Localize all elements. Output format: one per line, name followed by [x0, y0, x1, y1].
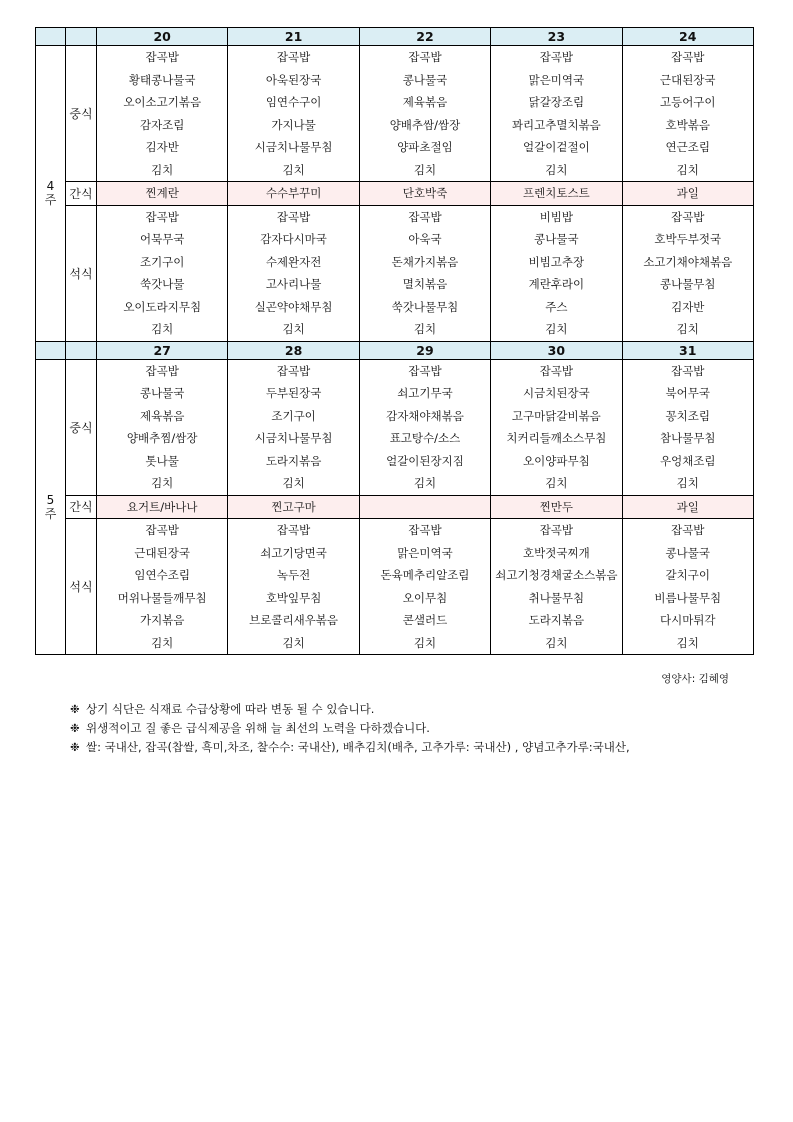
menu-item: 김치	[359, 472, 490, 495]
menu-item: 조기구이	[228, 405, 359, 428]
menu-item: 참나물무침	[622, 427, 753, 450]
menu-item: 잡곡밥	[228, 519, 359, 542]
menu-item: 김치	[622, 632, 753, 655]
menu-item: 비름나물무침	[622, 587, 753, 610]
header-blank	[66, 28, 97, 46]
day-header: 23	[491, 28, 622, 46]
snack-item: 프렌치토스트	[491, 182, 622, 206]
menu-item: 쇠고기당면국	[228, 542, 359, 565]
day-header: 31	[622, 341, 753, 359]
meal-label: 간식	[66, 495, 97, 519]
menu-item: 갈치구이	[622, 564, 753, 587]
menu-item: 잡곡밥	[228, 205, 359, 228]
menu-item: 잡곡밥	[359, 46, 490, 69]
nutritionist-name: 영양사: 김혜영	[661, 673, 729, 685]
menu-item: 호박잎무침	[228, 587, 359, 610]
menu-item: 아욱된장국	[228, 69, 359, 92]
day-header: 29	[359, 341, 490, 359]
menu-item: 김치	[491, 632, 622, 655]
menu-item: 돈육메추리알조림	[359, 564, 490, 587]
header-blank	[66, 341, 97, 359]
bullet-icon: ❉	[70, 702, 80, 716]
lunch-row	[36, 159, 754, 182]
menu-item: 김치	[97, 318, 228, 341]
menu-item: 어묵무국	[97, 228, 228, 251]
lunch-row	[36, 427, 754, 450]
lunch-row	[36, 472, 754, 495]
menu-item: 브로콜리새우볶음	[228, 609, 359, 632]
menu-item: 쇠고기무국	[359, 382, 490, 405]
menu-item: 제육볶음	[97, 405, 228, 428]
menu-item: 취나물무침	[491, 587, 622, 610]
menu-item: 아욱국	[359, 228, 490, 251]
menu-item: 우엉채조림	[622, 450, 753, 473]
menu-item: 콩나물국	[622, 542, 753, 565]
menu-item: 김치	[97, 632, 228, 655]
menu-item: 오이도라지무침	[97, 296, 228, 319]
menu-item: 시금치된장국	[491, 382, 622, 405]
bullet-icon: ❉	[70, 740, 80, 754]
lunch-row	[36, 69, 754, 92]
dinner-row	[36, 205, 754, 228]
menu-item: 가지볶음	[97, 609, 228, 632]
menu-item: 콩나물국	[97, 382, 228, 405]
lunch-row	[36, 46, 754, 69]
dinner-row	[36, 542, 754, 565]
menu-item: 잡곡밥	[491, 519, 622, 542]
menu-item: 시금치나물무침	[228, 136, 359, 159]
notice-list	[70, 700, 630, 757]
menu-item: 임연수구이	[228, 91, 359, 114]
menu-item: 잡곡밥	[622, 46, 753, 69]
menu-item: 양배추쌈/쌈장	[359, 114, 490, 137]
snack-item: 찐고구마	[228, 495, 359, 519]
menu-item: 잡곡밥	[622, 205, 753, 228]
menu-item: 북어무국	[622, 382, 753, 405]
menu-item: 쑥갓나물무침	[359, 296, 490, 319]
snack-item: 단호박죽	[359, 182, 490, 206]
menu-item: 잡곡밥	[228, 359, 359, 382]
dinner-row	[36, 587, 754, 610]
menu-item: 두부된장국	[228, 382, 359, 405]
lunch-row	[36, 382, 754, 405]
menu-item: 콘샐러드	[359, 609, 490, 632]
menu-item: 김치	[359, 318, 490, 341]
menu-item: 감자조림	[97, 114, 228, 137]
menu-item: 맑은미역국	[491, 69, 622, 92]
menu-item: 도라지볶음	[228, 450, 359, 473]
menu-item: 김치	[228, 632, 359, 655]
menu-item: 소고기채야채볶음	[622, 251, 753, 274]
menu-item: 다시마튀각	[622, 609, 753, 632]
notice-item: ❉ 위생적이고 질 좋은 급식제공을 위해 늘 최선의 노력을 다하겠습니다.	[70, 719, 630, 738]
menu-item: 잡곡밥	[97, 519, 228, 542]
menu-item: 김치	[622, 472, 753, 495]
menu-item: 꽈리고추멸치볶음	[491, 114, 622, 137]
dinner-row	[36, 609, 754, 632]
menu-item: 잡곡밥	[491, 359, 622, 382]
menu-item: 근대된장국	[622, 69, 753, 92]
menu-item: 시금치나물무침	[228, 427, 359, 450]
menu-item: 김자반	[622, 296, 753, 319]
menu-item: 실곤약야채무침	[228, 296, 359, 319]
menu-item: 김치	[491, 159, 622, 182]
menu-item: 잡곡밥	[359, 205, 490, 228]
menu-item: 양파초절임	[359, 136, 490, 159]
dinner-row	[36, 228, 754, 251]
menu-item: 조기구이	[97, 251, 228, 274]
menu-item: 잡곡밥	[622, 519, 753, 542]
menu-item: 잡곡밥	[491, 46, 622, 69]
notice-item: ❉ 쌀: 국내산, 잡곡(찹쌀, 흑미,차조, 찰수수: 국내산), 배추김치(배추, 고추가루: 국내산) , 양념고추가루:국내산,	[70, 738, 630, 757]
menu-item: 감자다시마국	[228, 228, 359, 251]
menu-item: 황태콩나물국	[97, 69, 228, 92]
menu-item: 쇠고기청경채굴소스볶음	[491, 564, 622, 587]
menu-item: 꽁치조림	[622, 405, 753, 428]
menu-item: 잡곡밥	[97, 46, 228, 69]
menu-item: 표고탕수/소스	[359, 427, 490, 450]
menu-item: 돈채가지볶음	[359, 251, 490, 274]
menu-item: 맑은미역국	[359, 542, 490, 565]
menu-item: 멸치볶음	[359, 273, 490, 296]
bullet-icon: ❉	[70, 721, 80, 735]
menu-item: 김치	[359, 159, 490, 182]
day-header: 28	[228, 341, 359, 359]
menu-item: 양배추찜/쌈장	[97, 427, 228, 450]
menu-item: 계란후라이	[491, 273, 622, 296]
day-header: 22	[359, 28, 490, 46]
menu-item: 치커리들깨소스무침	[491, 427, 622, 450]
weekly-menu-table	[35, 27, 754, 655]
menu-item: 고구마닭갈비볶음	[491, 405, 622, 428]
lunch-row	[36, 114, 754, 137]
menu-item: 김치	[491, 472, 622, 495]
menu-item: 호박볶음	[622, 114, 753, 137]
snack-row	[36, 495, 754, 519]
dinner-row	[36, 564, 754, 587]
snack-item: 과일	[622, 495, 753, 519]
menu-item: 연근조림	[622, 136, 753, 159]
menu-item: 김치	[228, 318, 359, 341]
snack-item: 요거트/바나나	[97, 495, 228, 519]
menu-item: 오이무침	[359, 587, 490, 610]
menu-item: 수제완자전	[228, 251, 359, 274]
menu-item: 호박젓국찌개	[491, 542, 622, 565]
snack-item	[359, 495, 490, 519]
menu-item: 감자채야채볶음	[359, 405, 490, 428]
lunch-row	[36, 450, 754, 473]
menu-item: 머위나물들깨무침	[97, 587, 228, 610]
meal-label: 석식	[66, 205, 97, 341]
menu-item: 잡곡밥	[359, 519, 490, 542]
menu-item: 도라지볶음	[491, 609, 622, 632]
snack-item: 과일	[622, 182, 753, 206]
menu-item: 오이양파무침	[491, 450, 622, 473]
day-header: 24	[622, 28, 753, 46]
menu-item: 비빔밥	[491, 205, 622, 228]
menu-item: 콩나물무침	[622, 273, 753, 296]
menu-item: 제육볶음	[359, 91, 490, 114]
menu-item: 비빔고추장	[491, 251, 622, 274]
menu-item: 호박두부젓국	[622, 228, 753, 251]
snack-row	[36, 182, 754, 206]
menu-item: 김치	[97, 159, 228, 182]
menu-item: 고등어구이	[622, 91, 753, 114]
lunch-row	[36, 359, 754, 382]
week-label: 4 주	[36, 46, 66, 342]
menu-item: 주스	[491, 296, 622, 319]
day-header: 30	[491, 341, 622, 359]
dinner-row	[36, 251, 754, 274]
menu-item: 잡곡밥	[97, 205, 228, 228]
header-blank	[36, 28, 66, 46]
day-header: 21	[228, 28, 359, 46]
dinner-row	[36, 273, 754, 296]
menu-item: 잡곡밥	[228, 46, 359, 69]
menu-item: 얼갈이된장지짐	[359, 450, 490, 473]
menu-item: 김치	[97, 472, 228, 495]
dinner-row	[36, 519, 754, 542]
menu-item: 김치	[622, 318, 753, 341]
menu-item: 김치	[359, 632, 490, 655]
day-header-row	[36, 28, 754, 46]
day-header: 20	[97, 28, 228, 46]
menu-item: 근대된장국	[97, 542, 228, 565]
dinner-row	[36, 318, 754, 341]
snack-item: 찐만두	[491, 495, 622, 519]
menu-item: 얼갈이겉절이	[491, 136, 622, 159]
dinner-row	[36, 296, 754, 319]
meal-label: 간식	[66, 182, 97, 206]
header-blank	[36, 341, 66, 359]
lunch-row	[36, 405, 754, 428]
menu-item: 김치	[491, 318, 622, 341]
menu-item: 콩나물국	[491, 228, 622, 251]
menu-item: 녹두전	[228, 564, 359, 587]
notice-item: ❉ 상기 식단은 식재료 수급상황에 따라 변동 될 수 있습니다.	[70, 700, 630, 719]
menu-item: 가지나물	[228, 114, 359, 137]
snack-item: 찐계란	[97, 182, 228, 206]
lunch-row	[36, 136, 754, 159]
menu-item: 고사리나물	[228, 273, 359, 296]
menu-item: 쑥갓나물	[97, 273, 228, 296]
menu-item: 임연수조림	[97, 564, 228, 587]
menu-item: 김자반	[97, 136, 228, 159]
menu-item: 오이소고기볶음	[97, 91, 228, 114]
menu-item: 콩나물국	[359, 69, 490, 92]
lunch-row	[36, 91, 754, 114]
week-label: 5 주	[36, 359, 66, 655]
meal-label: 중식	[66, 46, 97, 182]
menu-item: 잡곡밥	[622, 359, 753, 382]
menu-item: 톳나물	[97, 450, 228, 473]
day-header-row	[36, 341, 754, 359]
menu-item: 잡곡밥	[97, 359, 228, 382]
menu-item: 닭갈장조림	[491, 91, 622, 114]
meal-label: 중식	[66, 359, 97, 495]
menu-item: 김치	[228, 159, 359, 182]
snack-item: 수수부꾸미	[228, 182, 359, 206]
menu-item: 김치	[622, 159, 753, 182]
meal-label: 석식	[66, 519, 97, 655]
menu-item: 김치	[228, 472, 359, 495]
day-header: 27	[97, 341, 228, 359]
menu-item: 잡곡밥	[359, 359, 490, 382]
dinner-row	[36, 632, 754, 655]
